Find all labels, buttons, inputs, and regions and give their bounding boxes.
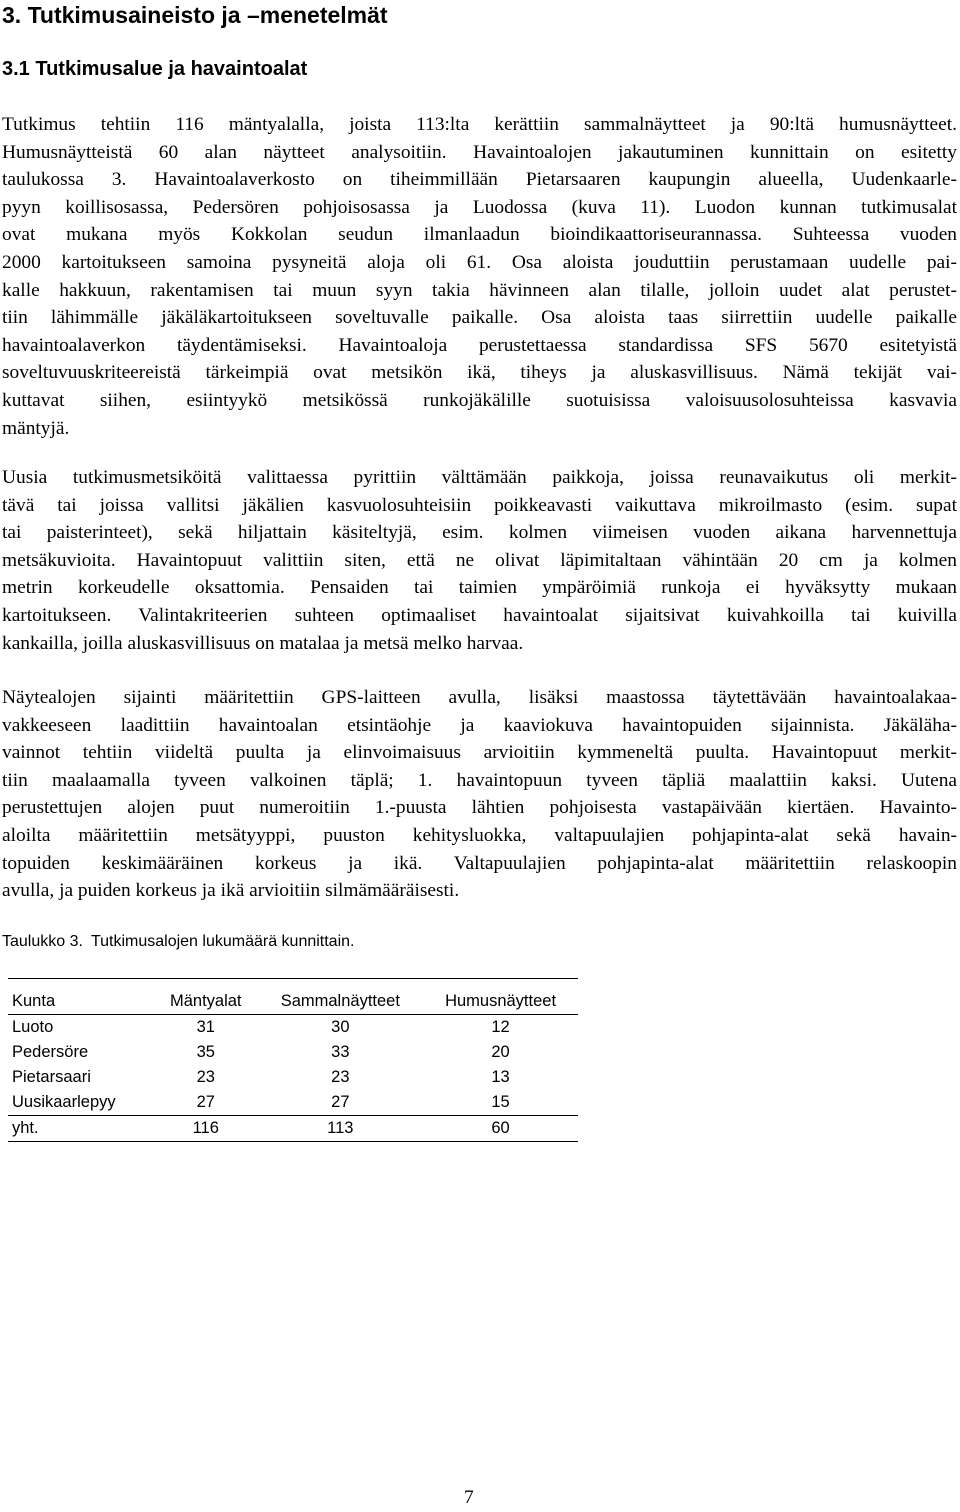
text-line: vainnot tehtiin viideltä puulta ja elinvoimaisuus arvioitiin kymmeneltä puulta. Havaintopuut merkit- bbox=[2, 742, 957, 764]
text-line: ovat mukana myös Kokkolan seudun ilmanlaadun bioindikaattoriseurannassa. Suhteessa vuoden bbox=[2, 224, 957, 246]
column-header-mantyalat: Mäntyalat bbox=[154, 979, 258, 1015]
page-number: 7 bbox=[464, 1487, 474, 1508]
text-line: perustettujen alojen puut numeroitiin 1.-puusta lähtien pohjoisesta vastapäivään kiertäen. Havainto- bbox=[2, 797, 957, 819]
column-header-humusnaytteet: Humusnäytteet bbox=[423, 979, 578, 1015]
table-cell: 27 bbox=[196, 1093, 215, 1111]
text-line: tävä tai joissa vallitsi jäkälien kasvuolosuhteisiin poikkeavasti vaikuttava mikroilmasto (esim. supat bbox=[2, 494, 957, 516]
table-cell: Pedersöre bbox=[12, 1043, 89, 1061]
text-line: Uusia tutkimusmetsiköitä valittaessa pyrittiin välttämään paikkoja, joissa reunavaikutus oli merkit- bbox=[2, 467, 957, 488]
table-cell: 30 bbox=[331, 1018, 350, 1036]
text-line: avulla, ja puiden korkeus ja ikä arvioitiin silmämääräisesti. bbox=[2, 880, 460, 902]
text-line: Humusnäytteistä 60 alan näytteet analysoitiin. Havaintoalojen jakautuminen kunnittain on esitetty bbox=[2, 141, 957, 163]
table-cell: 23 bbox=[331, 1068, 350, 1086]
table-row bbox=[8, 1015, 578, 1041]
text-line: pyyn koillisosassa, Pedersören pohjoisosassa ja Luodossa (kuva 11). Luodon kunnan tutkimusalat bbox=[2, 196, 957, 218]
text-line: kankailla, joilla aluskasvillisuus on matalaa ja metsä melko harvaa. bbox=[2, 632, 524, 654]
paragraph-site-selection bbox=[2, 464, 957, 657]
text-line: topuiden keskimääräinen korkeus ja ikä. Valtapuulajien pohjapinta-alat määritettiin relaskoopin bbox=[2, 852, 957, 874]
table-caption bbox=[2, 931, 354, 953]
chapter-heading: 3. Tutkimusaineisto ja –menetelmät bbox=[2, 2, 388, 28]
table-row bbox=[8, 1090, 578, 1116]
column-header-sammalnaytteet: Sammalnäytteet bbox=[258, 979, 424, 1015]
text-line: tiin maalaamalla tyveen valkoinen täplä; 1. havaintopuun tyveen täpliä maalattiin kaksi. Uutena bbox=[2, 769, 957, 791]
table-cell: yht. bbox=[8, 1116, 154, 1142]
table-cell: 116 bbox=[154, 1116, 258, 1142]
table-cell: 31 bbox=[196, 1018, 215, 1036]
text-line: 2000 kartoitukseen samoina pysyneitä aloja oli 61. Osa aloista jouduttiin perustamaan uudelle pai- bbox=[2, 251, 957, 273]
sites-per-municipality-table bbox=[8, 978, 578, 1142]
table-row bbox=[8, 1040, 578, 1065]
text-line: kalle hakkuun, rakentamisen tai muun syyn takia hävinneen alan tilalle, jolloin uudet alat perustet- bbox=[2, 279, 957, 301]
table-cell: Luoto bbox=[12, 1018, 54, 1036]
table-cell: 15 bbox=[491, 1093, 510, 1111]
text-line: tai paisterinteet), sekä hiljattain käsiteltyjä, esim. kolmen viimeisen vuoden aikana harvennettuja bbox=[2, 522, 957, 544]
text-line: aloilta määritettiin metsätyyppi, puuston kehitysluokka, valtapuulajien pohjapinta-alat sekä havain- bbox=[2, 824, 957, 846]
text-line: Näytealojen sijainti määritettiin GPS-laitteen avulla, lisäksi maastossa täytettävään havaintoalakaa- bbox=[2, 687, 957, 708]
table-cell: 12 bbox=[491, 1018, 510, 1036]
table-cell: 113 bbox=[258, 1116, 424, 1142]
text-line: Tutkimus tehtiin 116 mäntyalalla, joista 113:lta kerättiin sammalnäytteet ja 90:ltä humusnäytteet. bbox=[2, 114, 957, 135]
table-cell: 60 bbox=[423, 1116, 578, 1142]
column-header-kunta: Kunta bbox=[8, 979, 154, 1015]
table-row bbox=[8, 1065, 578, 1090]
text-line: metsäkuvioita. Havaintopuut valittiin siten, että ne olivat läpimitaltaan vähintään 20 cm ja kolmen bbox=[2, 549, 957, 571]
section-heading: 3.1 Tutkimusalue ja havaintoalat bbox=[2, 58, 308, 80]
table-cell: Uusikaarlepyy bbox=[12, 1093, 116, 1111]
table-cell: 33 bbox=[331, 1043, 350, 1061]
paragraph-positioning bbox=[2, 684, 957, 905]
table-header-row bbox=[8, 979, 578, 1015]
text-line: vakkeeseen laadittiin havaintoalan etsintäohje ja kaaviokuva havaintopuiden sijainnista. Jäkäläha- bbox=[2, 714, 957, 736]
table-total-row bbox=[8, 1116, 578, 1142]
text-line: havaintoalaverkon täydentämiseksi. Havaintoaloja perustettaessa standardissa SFS 5670 esitetyistä bbox=[2, 334, 957, 356]
text-line: taulukossa 3. Havaintoalaverkosto on tiheimmillään Pietarsaaren kaupungin alueella, Uudenkaarle- bbox=[2, 169, 957, 191]
table-cell: 13 bbox=[491, 1068, 510, 1086]
table-caption-label: Taulukko 3. bbox=[2, 933, 83, 950]
table-caption-title: Tutkimusalojen lukumäärä kunnittain. bbox=[90, 933, 355, 950]
text-line: kartoitukseen. Valintakriteerien suhteen optimaaliset havaintoalat sijaitsivat kuivahkoilla tai kuivilla bbox=[2, 604, 957, 626]
text-line: mäntyjä. bbox=[2, 417, 70, 439]
text-line: soveltuvuuskriteereistä tärkeimpiä ovat metsikön ikä, tiheys ja aluskasvillisuus. Nämä tekijät vai- bbox=[2, 362, 957, 384]
table-cell: 20 bbox=[491, 1043, 510, 1061]
table-cell: Pietarsaari bbox=[12, 1068, 91, 1086]
table-cell: 27 bbox=[331, 1093, 350, 1111]
text-line: metrin korkeudelle oksattomia. Pensaiden tai taimien ympäröimiä runkoja ei hyväksytty mukaan bbox=[2, 577, 957, 599]
table-cell: 35 bbox=[196, 1043, 215, 1061]
table-cell: 23 bbox=[196, 1068, 215, 1086]
paragraph-study-area bbox=[2, 111, 957, 442]
text-line: tiin lähimmälle jäkäläkartoitukseen soveltuvalle paikalle. Osa aloista taas siirrettiin uudelle paikalle bbox=[2, 307, 957, 329]
text-line: kuttavat siihen, esiintyykö metsikössä runkojäkälille suotuisissa valoisuusolosuhteissa kasvavia bbox=[2, 389, 957, 411]
